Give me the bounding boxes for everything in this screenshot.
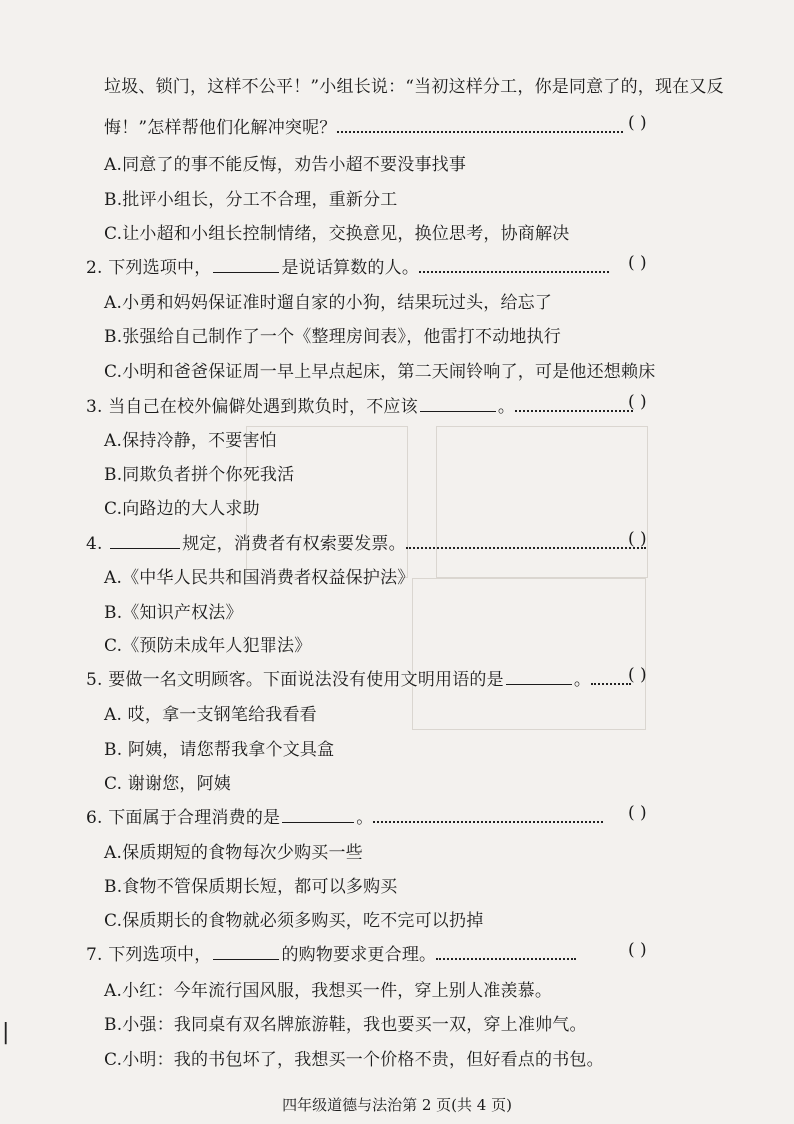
- q3-option-a: A.保持冷静，不要害怕: [104, 431, 277, 451]
- q3-option-b: B.同欺负者拼个你死我活: [104, 465, 295, 485]
- q2-option-c: C.小明和爸爸保证周一早上早点起床，第二天闹铃响了，可是他还想赖床: [104, 362, 656, 382]
- q4-option-b: B.《知识产权法》: [104, 603, 243, 623]
- q6-prefix: 下面属于合理消费的是: [108, 808, 281, 828]
- q2-number: 2.: [86, 258, 103, 278]
- q6-option-c: C.保质期长的食物就必须多购买，吃不完可以扔掉: [104, 911, 484, 931]
- q7-answer-paren[interactable]: ( ): [628, 940, 647, 960]
- q5-option-a: A. 哎，拿一支钢笔给我看看: [104, 705, 317, 725]
- q3-suffix: 。: [497, 397, 516, 417]
- q1-stem-line-2: [104, 113, 623, 138]
- q7-prefix: 下列选项中，: [108, 945, 212, 965]
- q7-option-c: C.小明：我的书包坏了，我想买一个价格不贵，但好看点的书包。: [104, 1050, 604, 1070]
- q4-option-c: C.《预防未成年人犯罪法》: [104, 636, 312, 656]
- q5-leader-dots: [591, 673, 631, 685]
- q5-answer-paren[interactable]: ( ): [628, 665, 647, 685]
- q6-answer-paren[interactable]: ( ): [628, 803, 647, 823]
- q4-stem: [86, 529, 646, 554]
- q5-option-b: B. 阿姨，请您帮我拿个文具盒: [104, 740, 335, 760]
- left-edge-mark: |: [2, 1020, 10, 1045]
- q5-answer-blank[interactable]: [506, 668, 572, 685]
- q2-prefix: 下列选项中，: [108, 258, 212, 278]
- q6-option-b: B.食物不管保质期长短，都可以多购买: [104, 877, 398, 897]
- q3-number: 3.: [86, 397, 103, 417]
- q4-suffix: 规定，消费者有权索要发票。: [182, 534, 406, 554]
- q3-stem: [86, 392, 633, 417]
- q7-suffix: 的购物要求更合理。: [281, 945, 437, 965]
- q6-option-a: A.保质期短的食物每次少购买一些: [104, 843, 363, 863]
- q4-number: 4.: [86, 534, 103, 554]
- page-footer: 四年级道德与法治第 2 页(共 4 页): [282, 1096, 512, 1114]
- q3-leader-dots: [515, 400, 633, 412]
- q7-leader-dots: [436, 948, 576, 960]
- q6-leader-dots: [373, 811, 603, 823]
- q1-option-a: A.同意了的事不能反悔，劝告小超不要没事找事: [104, 155, 467, 175]
- q5-stem: [86, 665, 631, 690]
- q1-option-c: C.让小超和小组长控制情绪，交换意见，换位思考，协商解决: [104, 224, 570, 244]
- q5-prefix: 要做一名文明顾客。下面说法没有使用文明用语的是: [108, 670, 504, 690]
- q2-option-b: B.张强给自己制作了一个《整理房间表》，他雷打不动地执行: [104, 327, 561, 347]
- q4-leader-dots: [406, 537, 646, 549]
- q1-stem-line-2-text: 悔！”怎样帮他们化解冲突呢？: [104, 118, 337, 138]
- q3-answer-paren[interactable]: ( ): [628, 392, 647, 412]
- q7-option-b: B.小强：我同桌有双名牌旅游鞋，我也要买一双，穿上准帅气。: [104, 1015, 587, 1035]
- q7-answer-blank[interactable]: [213, 943, 279, 960]
- bleed-through-label-box-2: [412, 578, 646, 730]
- q7-number: 7.: [86, 945, 103, 965]
- q7-option-a: A.小红：今年流行国风服，我想买一件，穿上别人准羡慕。: [104, 981, 553, 1001]
- q1-stem-line-1: 垃圾、锁门，这样不公平！”小组长说：“当初这样分工，你是同意了的，现在又反: [104, 77, 724, 97]
- q2-stem: [86, 253, 609, 278]
- q2-answer-blank[interactable]: [213, 256, 279, 273]
- q3-prefix: 当自己在校外偏僻处遇到欺负时，不应该: [108, 397, 418, 417]
- q5-suffix: 。: [573, 670, 592, 690]
- q5-number: 5.: [86, 670, 103, 690]
- q2-answer-paren[interactable]: ( ): [628, 253, 647, 273]
- q6-answer-blank[interactable]: [282, 806, 354, 823]
- q3-option-c: C.向路边的大人求助: [104, 499, 260, 519]
- q1-leader-dots: [337, 121, 623, 133]
- q1-answer-paren[interactable]: ( ): [628, 113, 647, 133]
- q4-answer-paren[interactable]: ( ): [628, 529, 647, 549]
- q3-answer-blank[interactable]: [420, 395, 496, 412]
- q6-suffix: 。: [356, 808, 374, 828]
- q5-option-c: C. 谢谢您，阿姨: [104, 774, 232, 794]
- q6-number: 6.: [86, 808, 103, 828]
- q4-answer-blank[interactable]: [110, 532, 180, 549]
- q2-leader-dots: [419, 261, 609, 273]
- q2-option-a: A.小勇和妈妈保证准时遛自家的小狗，结果玩过头，给忘了: [104, 293, 553, 313]
- q1-option-b: B.批评小组长，分工不合理，重新分工: [104, 190, 398, 210]
- q6-stem: [86, 803, 603, 828]
- q7-stem: [86, 940, 576, 965]
- q2-suffix: 是说话算数的人。: [281, 258, 420, 278]
- bleed-through-label-box-1: [436, 426, 648, 578]
- q4-option-a: A.《中华人民共和国消费者权益保护法》: [104, 568, 415, 588]
